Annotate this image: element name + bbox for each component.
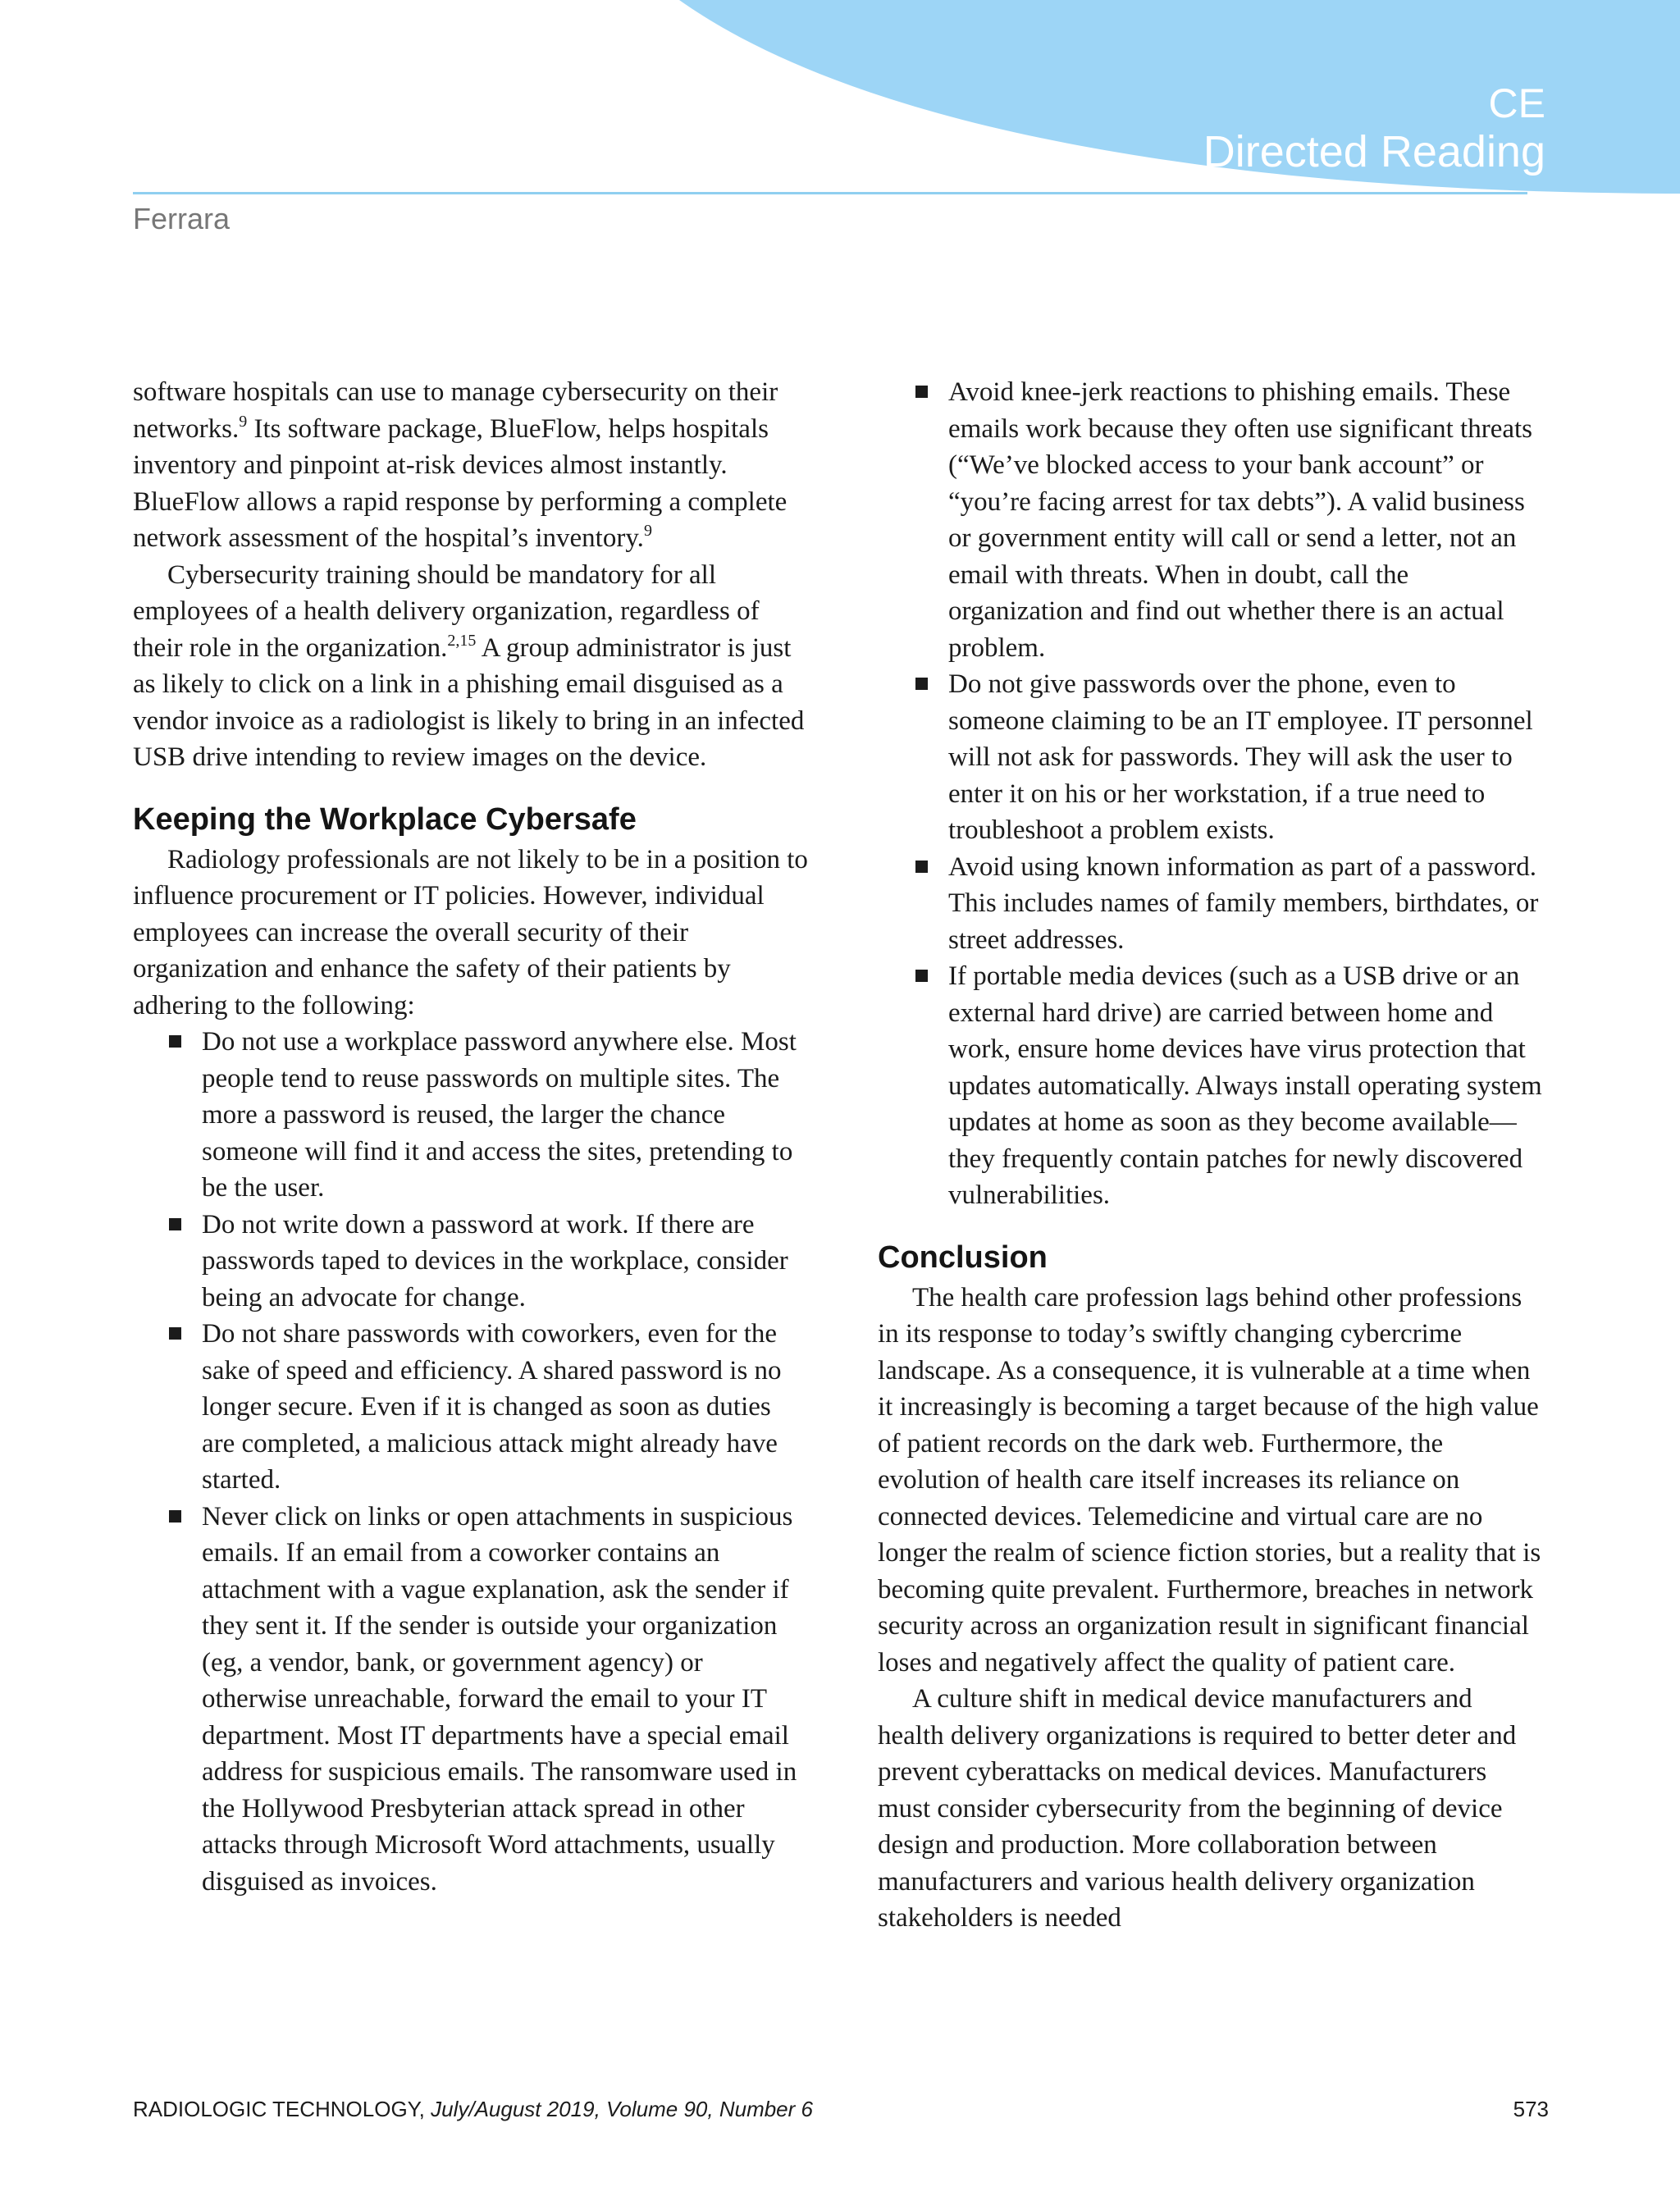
square-bullet-icon	[169, 1218, 181, 1230]
section-heading-conclusion: Conclusion	[878, 1239, 1048, 1275]
section-label	[1203, 80, 1545, 178]
banner-line-directed-reading: Directed Reading	[1203, 127, 1545, 176]
square-bullet-icon	[169, 1035, 181, 1048]
square-bullet-icon	[915, 386, 928, 398]
running-head-author: Ferrara	[133, 202, 231, 235]
paragraph: The health care profession lags behind other professions in its response to today’s swiftly changing cybercrime landscape. As a consequence, it is vulnerable at a time when it increasingly is becoming a target because of the high value of patient records on the dark web. Furthermore, the evolution of health care itself increases its reliance on connected devices. Telemedicine and virtual care are no longer the realm of science fiction stories, but a reality that is becoming quite prevalent. Furthermore, breaches in network security across an organization result in significant financial loses and negatively affect the quality of patient care.	[878, 1282, 1541, 1678]
paragraph: Radiology professionals are not likely to be in a position to influence procurement or IT policies. However, individual employees can increase the overall security of their organization and enhance the safety of their patients by adhering to the following:	[133, 844, 808, 1020]
square-bullet-icon	[915, 970, 928, 982]
list-item: Do not share passwords with coworkers, even for the sake of speed and efficiency. A shared password is no longer secure. Even if it is changed as soon as duties are completed, a malicious attack might already have started.	[202, 1316, 809, 1499]
left-column	[133, 374, 809, 1900]
square-bullet-icon	[169, 1327, 181, 1340]
list-item: Avoid knee-jerk reactions to phishing emails. These emails work because they often use significant threats (“We’ve blocked access to your bank account” or “you’re facing arrest for tax debts”). A valid business or government entity will call or send a letter, not an email with threats. When in doubt, call the organization and find out whether there is an actual problem.	[948, 374, 1542, 666]
citation: 2,15	[447, 631, 477, 650]
bullet-list	[133, 1024, 809, 1900]
paragraph: A culture shift in medical device manufacturers and health delivery organizations is required to better deter and prevent cyberattacks on medical devices. Manufacturers must consider cybersecurity from the beginning of device design and production. More collaboration between manufacturers and various health delivery organization stakeholders is needed	[878, 1684, 1517, 1933]
list-item: If portable media devices (such as a USB drive or an external hard drive) are carried between home and work, ensure home devices have virus protection that updates automatically. Always install operating system updates at home as soon as they become available—they frequently contain patches for newly discovered vulnerabilities.	[948, 958, 1542, 1214]
header-rule	[133, 192, 1527, 194]
bullet-list	[878, 374, 1542, 1214]
journal-citation: RADIOLOGIC TECHNOLOGY, July/August 2019, Volume 90, Number 6	[133, 2097, 813, 2121]
citation: 9	[643, 522, 652, 540]
list-item: Never click on links or open attachments in suspicious emails. If an email from a coworker contains an attachment with a vague explanation, ask the sender if they sent it. If the sender is outside your organization (eg, a vendor, bank, or government agency) or otherwise unreachable, forward the email to your IT department. Most IT departments have a special email address for suspicious emails. The ransomware used in the Hollywood Presbyterian attack spread in other attacks through Microsoft Word attachments, usually disguised as invoices.	[202, 1499, 809, 1901]
page-number: 573	[1513, 2097, 1549, 2121]
right-column	[878, 374, 1542, 1937]
square-bullet-icon	[915, 861, 928, 873]
list-item: Do not use a workplace password anywhere else. Most people tend to reuse passwords on multiple sites. The more a password is reused, the larger the chance someone will find it and access the sites, pretending to be the user.	[202, 1024, 809, 1207]
list-item: Do not give passwords over the phone, even to someone claiming to be an IT employee. IT personnel will not ask for passwords. They will ask the user to enter it on his or her workstation, if a true need to troubleshoot a problem exists.	[948, 666, 1542, 849]
section-heading-workplace: Keeping the Workplace Cybersafe	[133, 801, 637, 837]
list-item: Do not write down a password at work. If there are passwords taped to devices in the workplace, consider being an advocate for change.	[202, 1207, 809, 1317]
list-item: Avoid using known information as part of a password. This includes names of family members, birthdates, or street addresses.	[948, 849, 1542, 959]
paragraph: Cybersecurity training should be mandatory for all employees of a health delivery organization, regardless of their role in the organization.$^{2,15}$ A group administrator is just as likely to click on a link in a phishing email disguised as a vendor invoice as a radiologist is likely to bring in an infected USB drive intending to review images on the device.	[133, 559, 805, 772]
citation: 9	[239, 412, 248, 431]
square-bullet-icon	[169, 1510, 181, 1522]
banner-line-ce: CE	[1488, 80, 1545, 126]
paragraph: software hospitals can use to manage cybersecurity on their networks.$^9$ Its software package, BlueFlow, helps hospitals inventory and pinpoint at-risk devices almost instantly. BlueFlow allows a rapid response by performing a complete network assessment of the hospital’s inventory.$^9$	[133, 377, 788, 553]
square-bullet-icon	[915, 678, 928, 690]
